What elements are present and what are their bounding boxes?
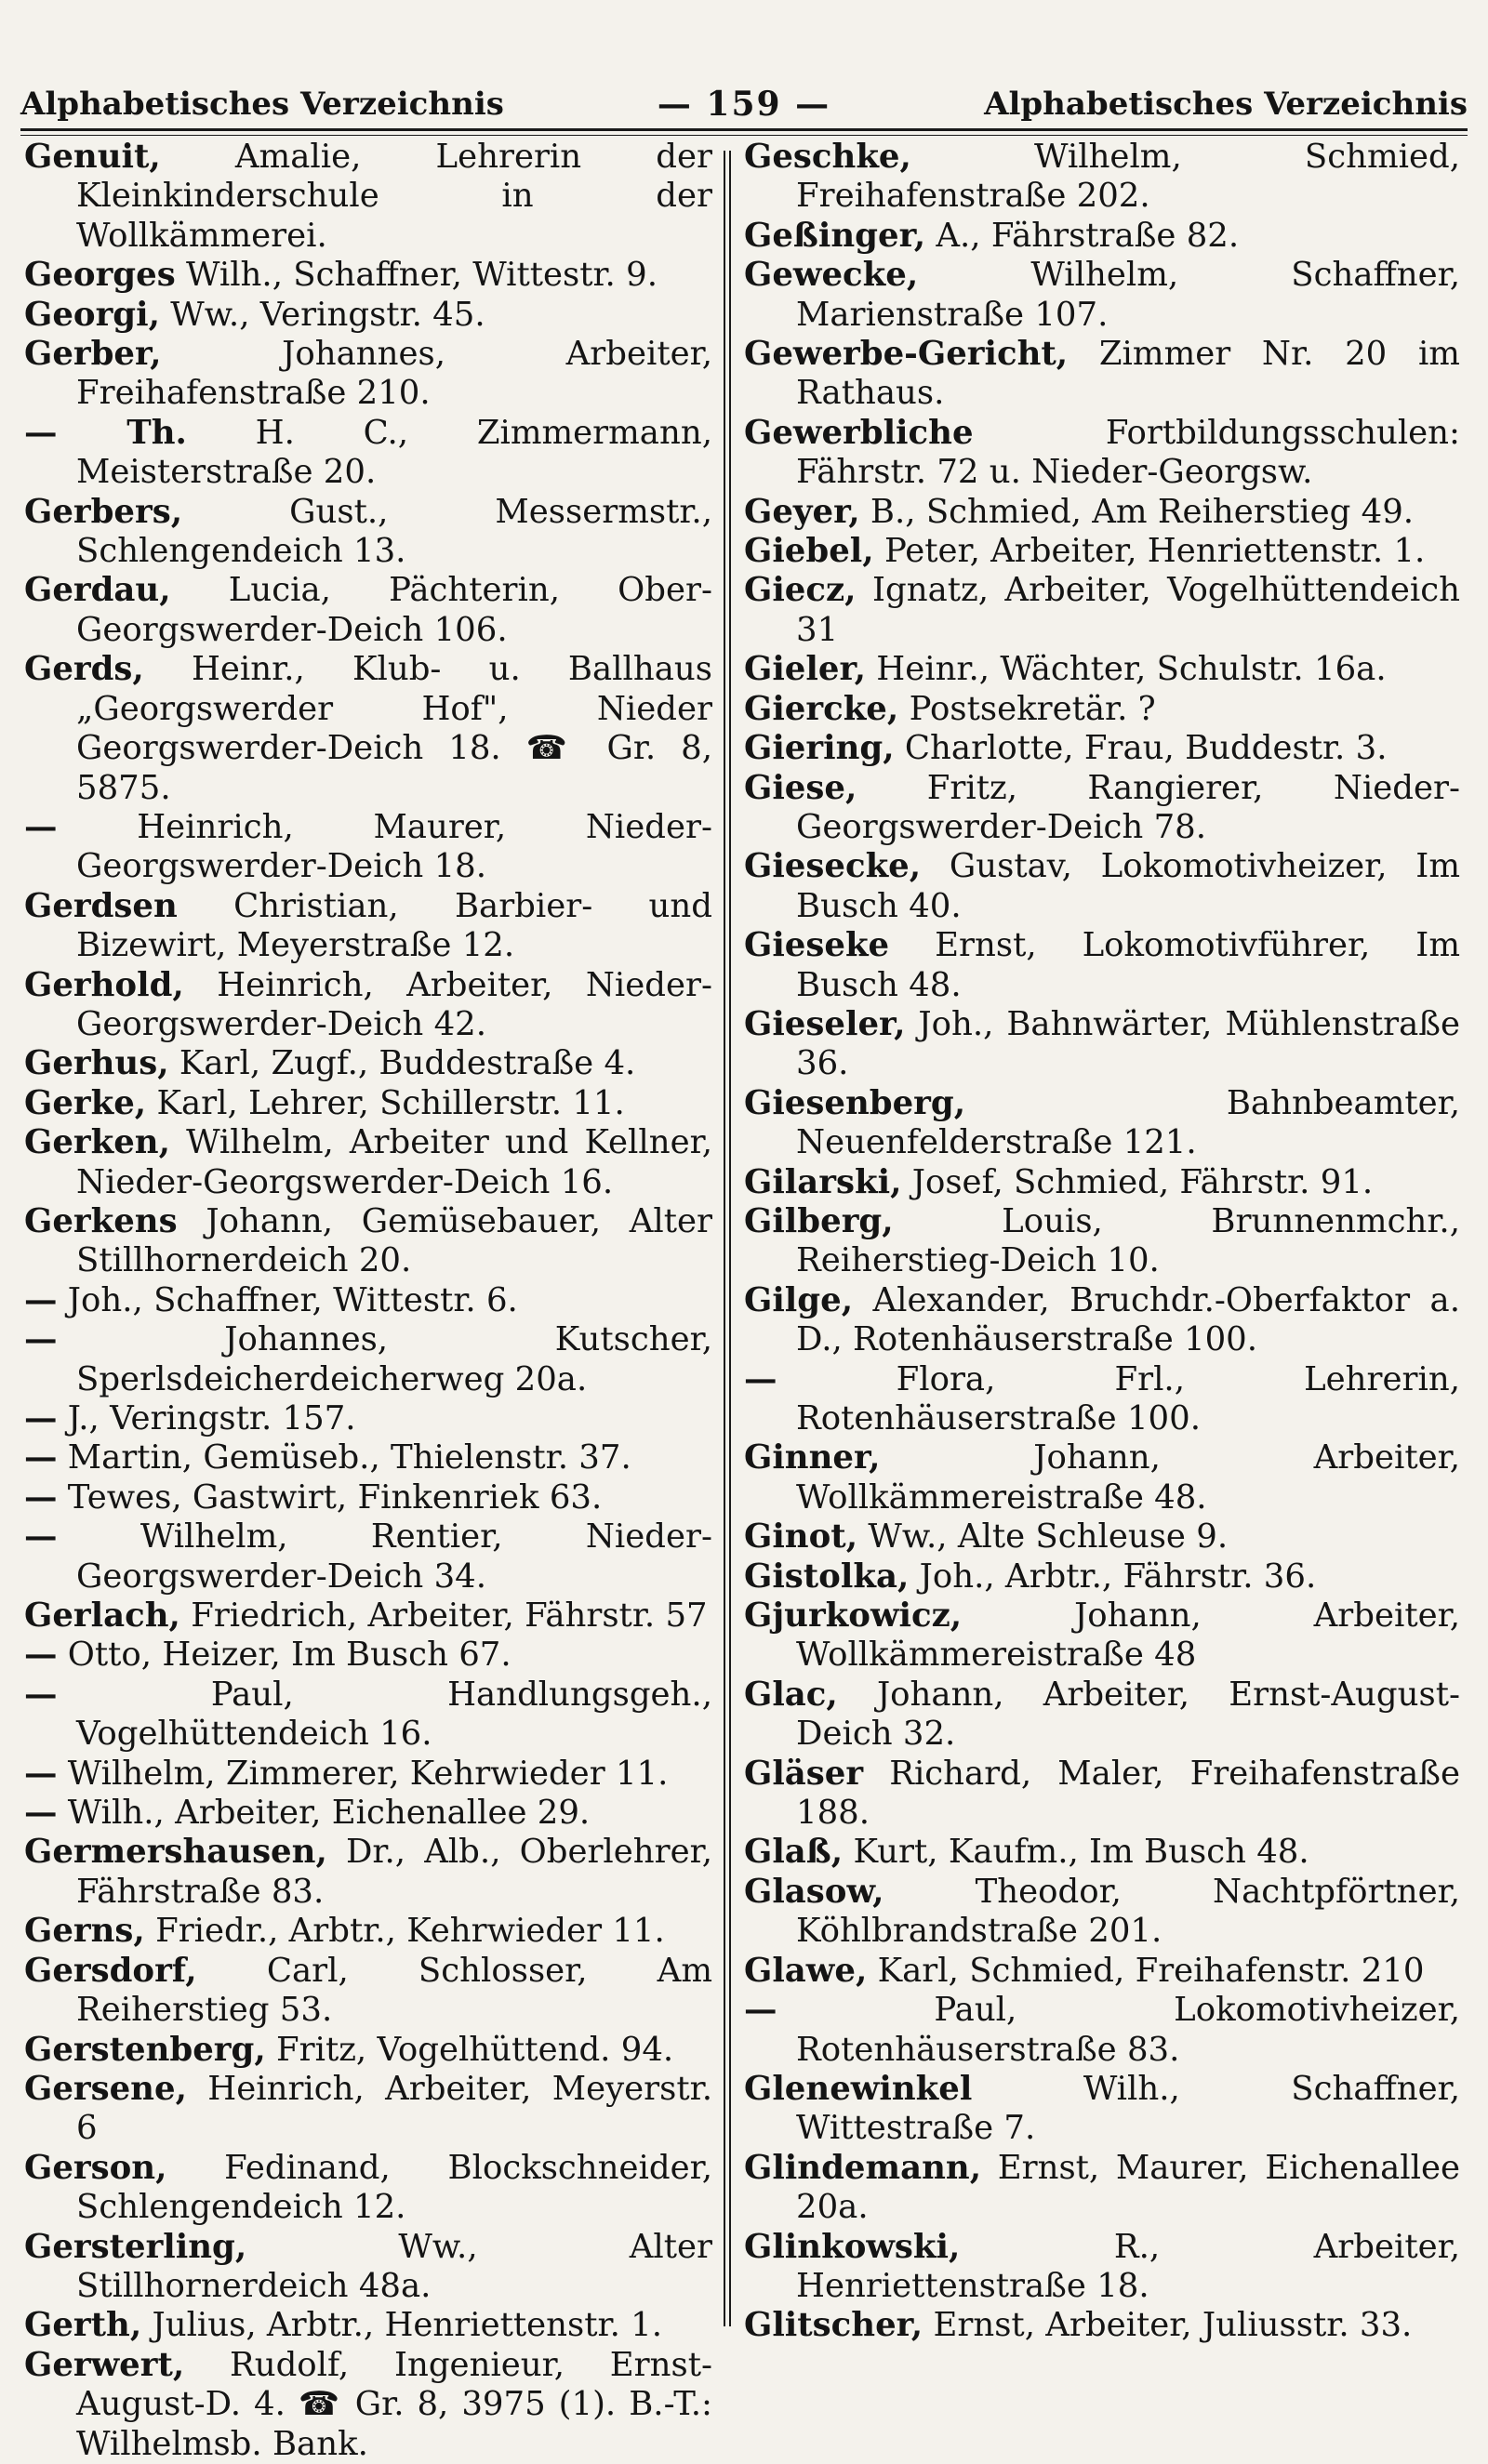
- directory-entry: [744, 1596, 1460, 1676]
- entry-details: Christian, Barbier- und Bizewirt, Meyerstraße 12.: [76, 886, 712, 965]
- entry-name: Gerlach,: [24, 1596, 180, 1636]
- entry-name: Gerns,: [24, 1912, 145, 1951]
- entry-name: —: [24, 807, 58, 846]
- entry-details: Theodor, Nachtpförtner, Köhlbrandstraße 201.: [796, 1872, 1460, 1951]
- directory-entry: [744, 2070, 1460, 2149]
- directory-entry: [744, 769, 1460, 848]
- directory-entry: [24, 571, 712, 650]
- entry-details: Carl, Schlosser, Am Reiherstieg 53.: [76, 1951, 712, 2030]
- entry-details: Wilh., Arbeiter, Eichenallee 29.: [67, 1794, 591, 1833]
- directory-entry: [24, 1833, 712, 1912]
- directory-entry: [24, 1044, 712, 1083]
- entry-name: —: [744, 1991, 777, 2030]
- entry-name: Genuit,: [24, 138, 161, 176]
- entry-name: Gerth,: [24, 2306, 142, 2345]
- directory-entry: [744, 1202, 1460, 1281]
- entry-name: Gerken,: [24, 1123, 170, 1162]
- entry-details: Julius, Arbtr., Henriettenstr. 1.: [152, 2306, 663, 2345]
- directory-entry: [24, 1676, 712, 1755]
- entry-name: Gerson,: [24, 2148, 167, 2187]
- entry-name: Giering,: [744, 729, 895, 768]
- entry-name: Gerds,: [24, 650, 144, 689]
- entry-details: Ernst, Arbeiter, Juliusstr. 33.: [933, 2306, 1413, 2345]
- entry-details: Paul, Handlungsgeh., Vogelhüttendeich 16.: [76, 1675, 712, 1754]
- entry-name: Glinkowski,: [744, 2227, 961, 2266]
- entry-name: Gersdorf,: [24, 1951, 197, 1990]
- directory-entry: [744, 138, 1460, 217]
- directory-entry: [24, 1912, 712, 1951]
- entry-name: Glindemann,: [744, 2148, 982, 2187]
- directory-entry: [24, 1320, 712, 1399]
- directory-entry: [744, 690, 1460, 729]
- entry-details: Heinr., Klub- u. Ballhaus „Georgswerder Hof", Nieder Georgswerder-Deich 18. ☎ Gr. 8, 5875.: [76, 650, 712, 807]
- entry-name: —: [24, 1636, 58, 1675]
- entry-details: Wilhelm, Schaffner, Marienstraße 107.: [796, 256, 1460, 334]
- directory-entry: [24, 1123, 712, 1202]
- directory-entry: [744, 926, 1460, 1005]
- entry-details: Ernst, Lokomotivführer, Im Busch 48.: [796, 926, 1460, 1004]
- directory-entry: [24, 138, 712, 256]
- directory-entry: [24, 650, 712, 808]
- entry-name: Georgi,: [24, 295, 160, 334]
- directory-entry: [24, 887, 712, 966]
- entry-name: Gewerbliche: [744, 413, 974, 452]
- entry-name: Giesenberg,: [744, 1083, 966, 1122]
- entry-details: Fedinand, Blockschneider, Schlengendeich 12.: [76, 2148, 712, 2227]
- entry-name: Gerhold,: [24, 965, 184, 1004]
- entry-details: Karl, Zugf., Buddestraße 4.: [179, 1044, 636, 1083]
- entry-name: Gerhus,: [24, 1044, 169, 1083]
- directory-entry: [744, 1833, 1460, 1872]
- header-rule-thin: [20, 135, 1468, 136]
- entry-name: Gjurkowicz,: [744, 1596, 963, 1636]
- entry-name: Giecz,: [744, 571, 857, 610]
- directory-entry: [24, 493, 712, 572]
- entry-details: Wilhelm, Rentier, Nieder-Georgswerder-Deich 34.: [76, 1517, 712, 1596]
- directory-entry: [24, 2070, 712, 2149]
- entry-name: Glawe,: [744, 1951, 868, 1990]
- entry-details: Lucia, Pächterin, Ober-Georgswerder-Deich 106.: [76, 571, 712, 649]
- entry-details: Ww., Alter Stillhornerdeich 48a.: [76, 2227, 712, 2305]
- entry-details: Kurt, Kaufm., Im Busch 48.: [853, 1833, 1309, 1872]
- entry-details: Otto, Heizer, Im Busch 67.: [67, 1636, 512, 1675]
- entry-name: Gieler,: [744, 650, 866, 689]
- directory-entry: [744, 2149, 1460, 2228]
- entry-details: Gust., Messermstr., Schlengendeich 13.: [76, 492, 712, 571]
- entry-name: Glasow,: [744, 1872, 884, 1911]
- entry-details: Bahnbeamter, Neuenfelderstraße 121.: [796, 1083, 1460, 1162]
- page-number: — 159 —: [657, 85, 831, 124]
- entry-details: Heinrich, Arbeiter, Nieder-Georgswerder-Deich 42.: [76, 965, 712, 1043]
- entry-name: Glenewinkel: [744, 2069, 973, 2108]
- entry-name: Gilge,: [744, 1280, 854, 1319]
- directory-entry: [744, 493, 1460, 532]
- entry-details: Johann, Arbeiter, Ernst-August-Deich 32.: [796, 1675, 1460, 1754]
- directory-entry: [744, 1281, 1460, 1360]
- entry-details: Friedrich, Arbeiter, Fährstr. 57: [191, 1596, 708, 1636]
- directory-entry: [744, 729, 1460, 768]
- entry-name: —: [24, 1754, 58, 1793]
- directory-entry: [744, 847, 1460, 926]
- left-column: [24, 138, 712, 2464]
- entry-details: Ernst, Maurer, Eichenallee 20a.: [796, 2148, 1460, 2227]
- entry-name: Giese,: [744, 768, 857, 807]
- entry-name: Glac,: [744, 1675, 838, 1714]
- directory-entry: [744, 1517, 1460, 1557]
- page-header: [20, 78, 1468, 130]
- entry-details: Ww., Veringstr. 45.: [170, 295, 485, 334]
- entry-details: Ww., Alte Schleuse 9.: [868, 1517, 1229, 1557]
- entry-details: Joh., Bahnwärter, Mühlenstraße 36.: [796, 1004, 1460, 1083]
- entry-name: — Th.: [24, 413, 187, 452]
- entry-name: Gilarski,: [744, 1162, 902, 1201]
- entry-name: Ginot,: [744, 1517, 858, 1557]
- header-right-title: Alphabetisches Verzeichnis: [984, 86, 1468, 123]
- entry-name: Giesecke,: [744, 847, 922, 886]
- directory-entry: [24, 1636, 712, 1675]
- entry-details: H. C., Zimmermann, Meisterstraße 20.: [76, 413, 712, 492]
- entry-name: Germershausen,: [24, 1833, 327, 1872]
- entry-name: Gerdau,: [24, 571, 171, 610]
- directory-entry: [24, 966, 712, 1045]
- entry-details: Johann, Arbeiter, Wollkämmereistraße 48: [796, 1596, 1460, 1675]
- entry-details: Karl, Lehrer, Schillerstr. 11.: [156, 1083, 625, 1122]
- entry-name: Gerke,: [24, 1083, 147, 1122]
- entry-name: Gerkens: [24, 1201, 178, 1240]
- entry-details: Charlotte, Frau, Buddestr. 3.: [904, 729, 1388, 768]
- entry-details: Johannes, Kutscher, Sperlsdeicherdeicherweg 20a.: [76, 1320, 712, 1398]
- entry-name: Gerwert,: [24, 2345, 185, 2384]
- directory-entry: [24, 808, 712, 887]
- entry-details: Peter, Arbeiter, Henriettenstr. 1.: [884, 532, 1426, 571]
- entry-name: Gerber,: [24, 335, 162, 374]
- entry-details: Wilhelm, Zimmerer, Kehrwieder 11.: [67, 1754, 669, 1793]
- directory-entry: [24, 2149, 712, 2228]
- directory-entry: [744, 1676, 1460, 1755]
- entry-details: Karl, Schmied, Freihafenstr. 210: [877, 1951, 1425, 1990]
- entry-name: —: [24, 1675, 58, 1714]
- directory-entry: [24, 296, 712, 335]
- entry-name: Gerstenberg,: [24, 2030, 266, 2069]
- directory-entry: [24, 1202, 712, 1281]
- entry-details: Fritz, Rangierer, Nieder-Georgswerder-Deich 78.: [796, 768, 1460, 846]
- entry-details: Postsekretär. ?: [909, 689, 1156, 728]
- directory-entry: [24, 2228, 712, 2307]
- header-rule: [20, 128, 1468, 131]
- entry-name: Gistolka,: [744, 1557, 910, 1596]
- directory-entry: [24, 1794, 712, 1833]
- directory-entry: [744, 1438, 1460, 1517]
- directory-entry: [744, 1084, 1460, 1163]
- entry-details: Wilhelm, Schmied, Freihafenstraße 202.: [796, 138, 1460, 216]
- directory-entry: [744, 571, 1460, 650]
- entry-details: Fortbildungsschulen: Fährstr. 72 u. Nieder-Georgsw.: [796, 413, 1460, 492]
- directory-entry: [24, 1478, 712, 1517]
- entry-name: Gilberg,: [744, 1201, 894, 1240]
- entry-details: Joh., Schaffner, Wittestr. 6.: [67, 1280, 518, 1319]
- entry-name: Glitscher,: [744, 2306, 923, 2345]
- entry-name: Giercke,: [744, 689, 899, 728]
- directory-entry: [744, 1991, 1460, 2070]
- entry-name: Gerbers,: [24, 492, 183, 531]
- entry-details: Johann, Arbeiter, Wollkämmereistraße 48.: [796, 1438, 1460, 1517]
- entry-name: —: [24, 1477, 58, 1517]
- entry-details: Fritz, Vogelhüttend. 94.: [275, 2030, 674, 2069]
- entry-name: Gersterling,: [24, 2227, 247, 2266]
- entry-details: Zimmer Nr. 20 im Rathaus.: [796, 335, 1460, 413]
- entry-details: J., Veringstr. 157.: [67, 1399, 356, 1437]
- entry-details: Alexander, Bruchdr.-Oberfaktor a. D., Rotenhäuserstraße 100.: [796, 1280, 1460, 1359]
- entry-details: Louis, Brunnenmchr., Reiherstieg-Deich 10.: [796, 1201, 1460, 1280]
- directory-entry: [24, 1438, 712, 1477]
- entry-name: —: [744, 1359, 777, 1398]
- directory-entry: [744, 256, 1460, 335]
- directory-entry: [744, 414, 1460, 493]
- entry-name: Geßinger,: [744, 216, 926, 255]
- directory-entry: [24, 335, 712, 414]
- entry-details: B., Schmied, Am Reiherstieg 49.: [870, 492, 1415, 531]
- directory-entry: [744, 1952, 1460, 1991]
- entry-details: R., Arbeiter, Henriettenstraße 18.: [796, 2227, 1460, 2305]
- directory-entry: [744, 2306, 1460, 2345]
- entry-name: —: [24, 1438, 58, 1477]
- directory-entry: [24, 2346, 712, 2464]
- entry-name: Georges: [24, 256, 176, 295]
- entry-details: Amalie, Lehrerin der Kleinkinderschule in der Wollkämmerei.: [76, 138, 712, 255]
- directory-entry: [744, 2228, 1460, 2307]
- directory-entry: [24, 1596, 712, 1636]
- entry-details: Wilh., Schaffner, Wittestr. 9.: [185, 256, 658, 295]
- directory-entry: [24, 1952, 712, 2031]
- entry-details: Dr., Alb., Oberlehrer, Fährstraße 83.: [76, 1833, 712, 1911]
- directory-entry: [24, 2031, 712, 2070]
- entry-name: Gläser: [744, 1754, 864, 1793]
- directory-entry: [24, 1281, 712, 1320]
- entry-details: Heinrich, Maurer, Nieder-Georgswerder-Deich 18.: [76, 807, 712, 886]
- entry-name: —: [24, 1794, 58, 1833]
- entry-details: Johannes, Arbeiter, Freihafenstraße 210.: [76, 335, 712, 413]
- directory-entry: [744, 217, 1460, 256]
- entry-details: Richard, Maler, Freihafenstraße 188.: [796, 1754, 1460, 1833]
- entry-name: Gewerbe-Gericht,: [744, 335, 1069, 374]
- entry-details: Ignatz, Arbeiter, Vogelhüttendeich 31: [796, 571, 1460, 649]
- directory-entry: [744, 1163, 1460, 1202]
- directory-entry: [24, 256, 712, 295]
- entry-details: Wilhelm, Arbeiter und Kellner, Nieder-Georgswerder-Deich 16.: [76, 1123, 712, 1201]
- directory-entry: [744, 650, 1460, 689]
- directory-entry: [744, 1005, 1460, 1084]
- entry-name: Gieseler,: [744, 1004, 906, 1043]
- directory-entry: [24, 414, 712, 493]
- right-column: [744, 138, 1460, 2346]
- entry-name: Giebel,: [744, 532, 874, 571]
- entry-details: Gustav, Lokomotivheizer, Im Busch 40.: [796, 847, 1460, 925]
- entry-name: Glaß,: [744, 1833, 844, 1872]
- directory-entry: [24, 1084, 712, 1123]
- directory-entry: [744, 1755, 1460, 1834]
- column-divider-b: [729, 151, 731, 2326]
- entry-name: Gieseke: [744, 926, 890, 965]
- column-divider-a: [724, 151, 725, 2326]
- directory-entry: [744, 1557, 1460, 1596]
- entry-details: Paul, Lokomotivheizer, Rotenhäuserstraße 83.: [796, 1991, 1460, 2069]
- entry-details: Martin, Gemüseb., Thielenstr. 37.: [67, 1438, 631, 1477]
- entry-name: —: [24, 1320, 58, 1359]
- entry-name: Geschke,: [744, 138, 911, 176]
- entry-name: Geyer,: [744, 492, 860, 531]
- directory-entry: [744, 335, 1460, 414]
- entry-name: —: [24, 1517, 58, 1557]
- header-left-title: Alphabetisches Verzeichnis: [20, 86, 504, 123]
- entry-name: Gewecke,: [744, 256, 919, 295]
- entry-name: —: [24, 1399, 58, 1437]
- entry-name: Gerdsen: [24, 886, 178, 925]
- entry-details: Johann, Gemüsebauer, Alter Stillhornerdeich 20.: [76, 1201, 712, 1280]
- entry-details: Wilh., Schaffner, Wittestraße 7.: [796, 2069, 1460, 2148]
- entry-name: Gersene,: [24, 2069, 187, 2108]
- entry-details: Friedr., Arbtr., Kehrwieder 11.: [155, 1912, 665, 1951]
- entry-details: Joh., Arbtr., Fährstr. 36.: [919, 1557, 1317, 1596]
- directory-entry: [24, 1517, 712, 1596]
- entry-details: Tewes, Gastwirt, Finkenriek 63.: [67, 1477, 603, 1517]
- entry-name: Ginner,: [744, 1438, 881, 1477]
- directory-entry: [744, 1360, 1460, 1439]
- entry-details: Josef, Schmied, Fährstr. 91.: [911, 1162, 1374, 1201]
- entry-details: Rudolf, Ingenieur, Ernst-August-D. 4. ☎ Gr. 8, 3975 (1). B.-T.: Wilhelmsb. Bank.: [76, 2345, 712, 2463]
- directory-entry: [744, 1873, 1460, 1952]
- directory-entry: [24, 1399, 712, 1438]
- directory-entry: [24, 2306, 712, 2345]
- entry-details: Flora, Frl., Lehrerin, Rotenhäuserstraße 100.: [796, 1359, 1460, 1437]
- entry-details: Heinrich, Arbeiter, Meyerstr. 6: [76, 2069, 712, 2148]
- directory-entry: [24, 1755, 712, 1794]
- entry-name: —: [24, 1280, 58, 1319]
- entry-details: Heinr., Wächter, Schulstr. 16a.: [876, 650, 1387, 689]
- directory-entry: [744, 532, 1460, 571]
- entry-details: A., Fährstraße 82.: [936, 216, 1240, 255]
